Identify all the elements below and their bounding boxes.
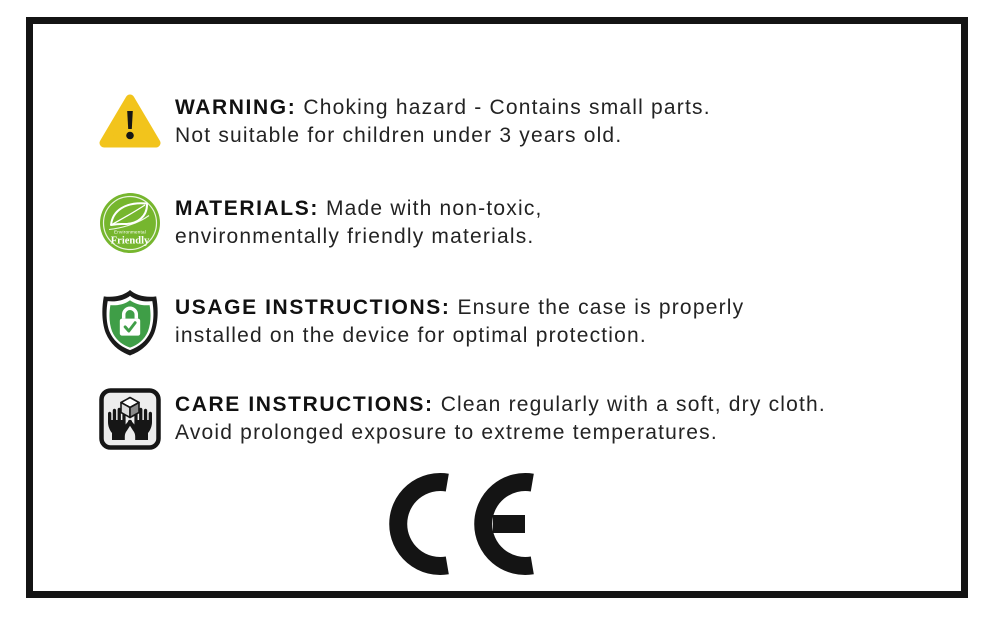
usage-line2: installed on the device for optimal protection. [175,324,647,347]
warning-text [175,94,711,150]
warning-label: WARNING: [175,96,297,119]
materials-text [175,195,543,251]
materials-line2: environmentally friendly materials. [175,225,535,248]
materials-line1: Made with non-toxic, [325,197,543,220]
protection-shield-lock-icon-svg [98,287,162,358]
warning-line2: Not suitable for children under 3 years old. [175,124,623,147]
handle-with-care-hands-icon [98,388,162,450]
care-line1: Clean regularly with a soft, dry cloth. [440,393,826,416]
ce-certification-mark [389,472,539,581]
care-line2: Avoid prolonged exposure to extreme temperatures. [175,421,718,444]
usage-section [98,286,744,358]
care-text [175,391,826,447]
warning-line1: Choking hazard - Contains small parts. [303,96,711,119]
eco-friendly-badge-icon-svg [99,192,161,254]
warning-triangle-icon-svg [99,94,161,150]
warning-section [98,86,711,158]
usage-text [175,294,744,350]
protection-shield-lock-icon [98,287,162,358]
materials-section [98,187,543,259]
care-section [98,383,826,455]
usage-line1: Ensure the case is properly [457,296,745,319]
materials-label: MATERIALS: [175,197,319,220]
eco-badge-line1: Environmental [114,229,146,235]
eco-friendly-badge-icon [98,192,162,254]
warning-triangle-icon [98,94,162,150]
ce-mark-icon [389,472,539,576]
care-label: CARE INSTRUCTIONS: [175,393,434,416]
usage-label: USAGE INSTRUCTIONS: [175,296,451,319]
handle-with-care-hands-icon-svg [99,388,161,450]
eco-badge-line2: Friendly [110,235,150,247]
